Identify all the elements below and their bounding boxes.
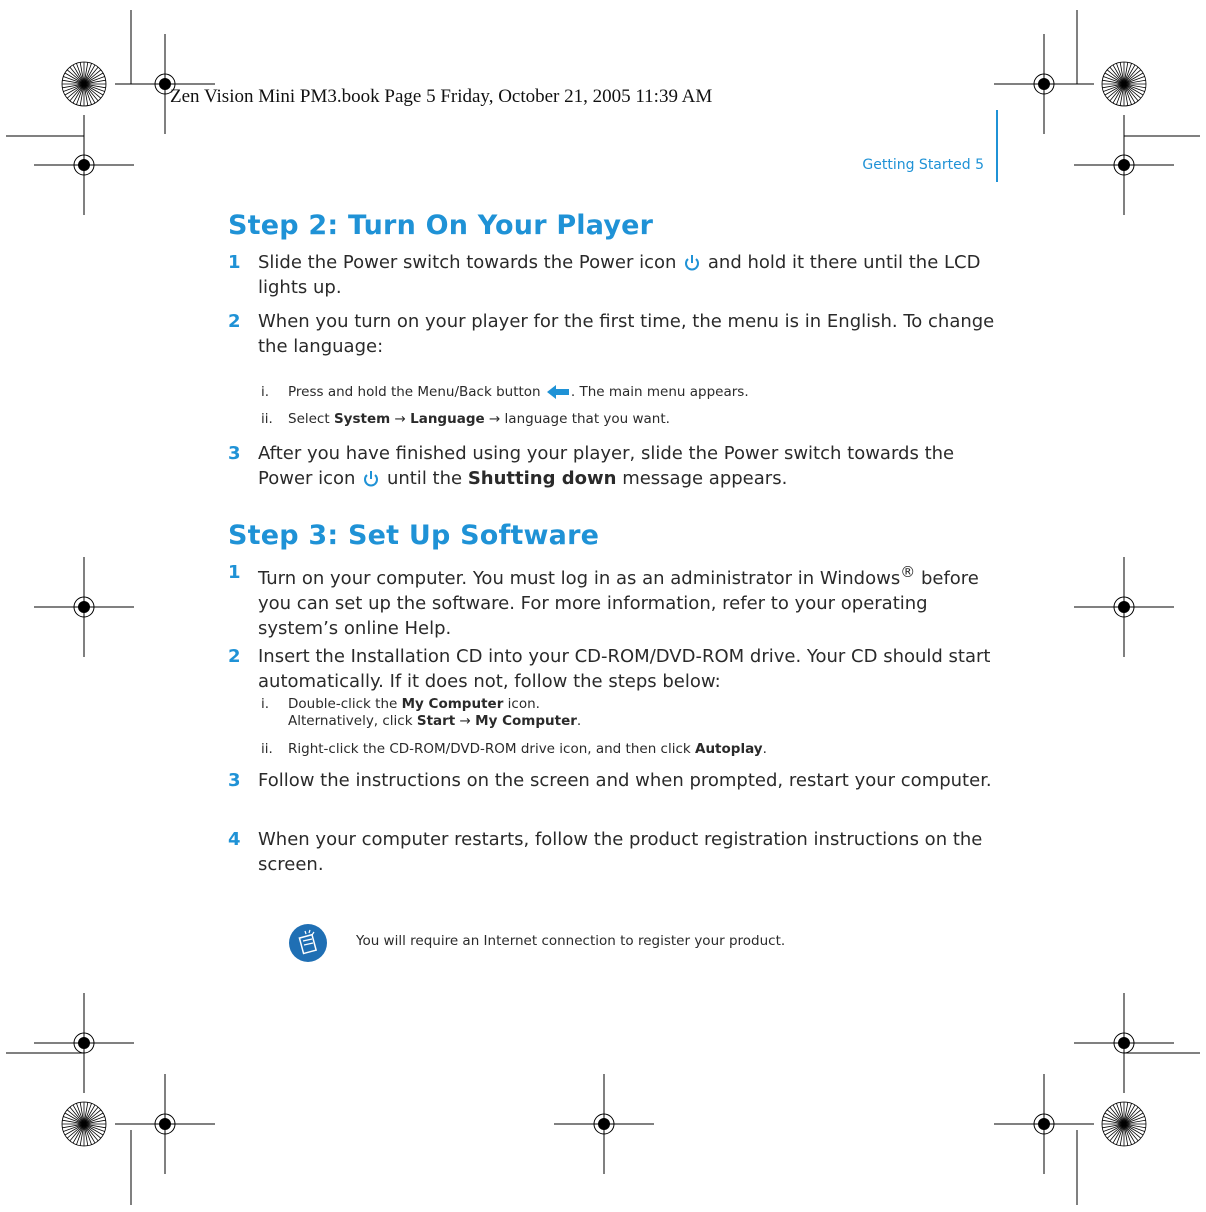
running-head-rule [996,110,998,182]
power-icon [361,469,381,489]
step-item: 3 After you have finished using your player, slide the Power switch towards the Power icon until the Shutting down message appears. [228,443,955,489]
sub-step-item: ii. Select System → Language → language that you want. [261,411,670,427]
starburst-crop-mark [1102,1102,1146,1146]
step-item: 4 When your computer restarts, follow the product registration instructions on the screen. [228,829,983,875]
section-title-set-up-software: Step 3: Set Up Software [228,520,600,551]
registration-target-mark [1074,115,1174,215]
step-item: 3 Follow the instructions on the screen and when prompted, restart your computer. [228,770,992,791]
step-number: 3 [228,770,241,791]
registration-target-mark [994,1074,1094,1174]
step-item: 2 When you turn on your player for the first time, the menu is in English. To change the language: [228,311,995,357]
note-text: You will require an Internet connection to register your product. [356,933,786,949]
menu-back-icon [545,384,571,400]
registered-mark: ® [900,563,916,581]
registration-target-mark [34,993,134,1093]
registration-target-mark [34,115,134,215]
registration-target-mark [34,557,134,657]
step-number: 1 [228,252,241,273]
registration-target-mark [1074,557,1174,657]
step-number: 1 [228,562,241,583]
step-number: 2 [228,646,241,667]
note-icon [288,923,328,963]
step-item: 1 Slide the Power switch towards the Power icon and hold it there until the LCD lights up. [228,252,981,298]
starburst-crop-mark [1102,62,1146,106]
starburst-crop-mark [62,1102,106,1146]
step-item: 2 Insert the Installation CD into your CD-ROM/DVD-ROM drive. Your CD should start automatically. If it does not, follow the steps below: [228,646,991,692]
registration-target-mark [115,34,215,134]
sub-step-item: ii. Right-click the CD-ROM/DVD-ROM drive icon, and then click Autoplay. [261,741,767,757]
print-slug-line: Zen Vision Mini PM3.book Page 5 Friday, October 21, 2005 11:39 AM [170,86,713,107]
sub-step-item: i. Press and hold the Menu/Back button . The main menu appears. [261,384,749,400]
registration-target-mark [1074,993,1174,1093]
registration-target-mark [115,1074,215,1174]
power-icon [682,253,702,273]
section-title-turn-on: Step 2: Turn On Your Player [228,210,654,241]
registration-target-mark [554,1074,654,1174]
starburst-crop-mark [62,62,106,106]
step-item: 1 Turn on your computer. You must log in as an administrator in Windows® before you can set up the software. For more information, refer to your operating system’s online Help. [228,562,979,639]
registration-target-mark [994,34,1094,134]
step-number: 4 [228,829,241,850]
running-head: Getting Started 5 [862,157,984,173]
step-number: 3 [228,443,241,464]
sub-step-item: i. Double-click the My Computer icon. Alternatively, click Start → My Computer. [261,696,582,729]
step-number: 2 [228,311,241,332]
